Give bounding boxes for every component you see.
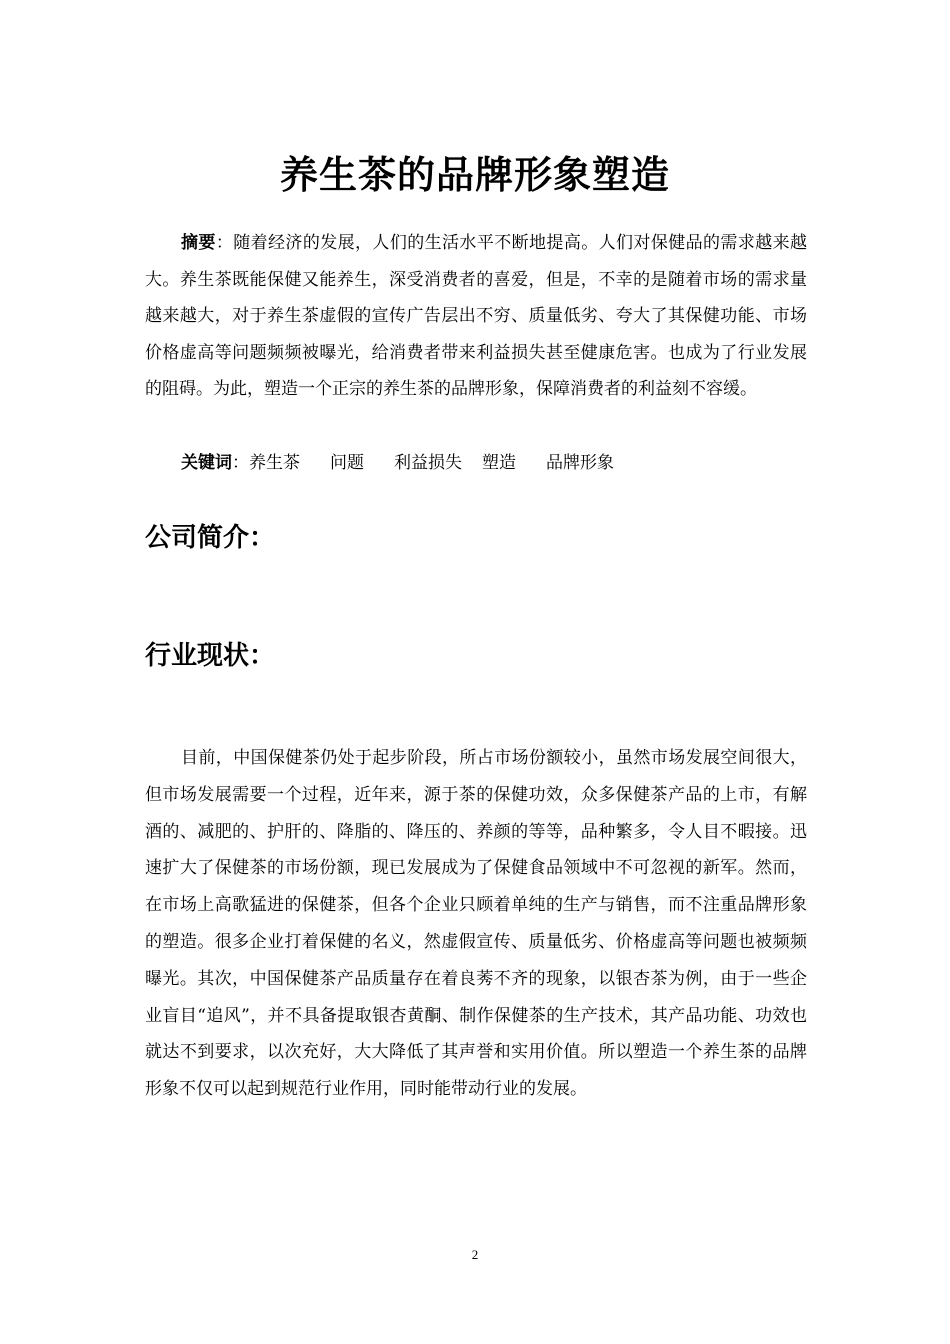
- keyword-item: 塑造: [482, 453, 516, 473]
- abstract-text: 随着经济的发展，人们的生活水平不断地提高。人们对保健品的需求越来越大。养生茶既能保健又能养生，深受消费者的喜爱，但是，不幸的是随着市场的需求量越来越大，对于养生茶虚假的宣传广告层出不穷、质量低劣、夸大了其保健功能、市场价格虚高等问题频频被曝光，给消费者带来利益损失甚至健康危害。也成为了行业发展的阻碍。为此，塑造一个正宗的养生茶的品牌形象，保障消费者的利益刻不容缓。: [145, 233, 808, 399]
- section-heading-company: 公司简介：: [145, 523, 276, 553]
- keywords-separator: ：: [232, 453, 249, 473]
- keywords-line: [181, 445, 614, 481]
- page-number: 2: [471, 1247, 479, 1262]
- abstract-separator: ：: [215, 233, 234, 253]
- keyword-item: 养生茶: [249, 453, 300, 473]
- abstract-paragraph: [145, 225, 807, 408]
- industry-status-paragraph: 目前，中国保健茶仍处于起步阶段，所占市场份额较小，虽然市场发展空间很大，但市场发展需要一个过程，近年来，源于茶的保健功效，众多保健茶产品的上市，有解酒的、减肥的、护肝的、降脂的、降压的、养颜的等等，品种繁多，令人目不暇接。迅速扩大了保健茶的市场份额，现已发展成为了保健食品领域中不可忽视的新军。然而，在市场上高歌猛进的保健茶，但各个企业只顾着单纯的生产与销售，而不注重品牌形象的塑造。很多企业打着保健的名义，然虚假宣传、质量低劣、价格虚高等问题也被频频曝光。其次，中国保健茶产品质量存在着良莠不齐的现象，以银杏茶为例，由于一些企业盲目“追风”，并不具备提取银杏黄酮、制作保健茶的生产技术，其产品功能、功效也就达不到要求，以次充好，大大降低了其声誉和实用价值。所以塑造一个养生茶的品牌形象不仅可以起到规范行业作用，同时能带动行业的发展。: [145, 748, 807, 1100]
- abstract-label: 摘要: [181, 233, 216, 253]
- keyword-item: 问题: [330, 453, 364, 473]
- keywords-label: 关键词: [181, 453, 232, 473]
- document-title: 养生茶的品牌形象塑造: [279, 153, 670, 198]
- section-heading-industry: 行业现状：: [145, 641, 276, 671]
- keyword-item: 利益损失: [394, 453, 462, 473]
- keyword-item: 品牌形象: [546, 453, 614, 473]
